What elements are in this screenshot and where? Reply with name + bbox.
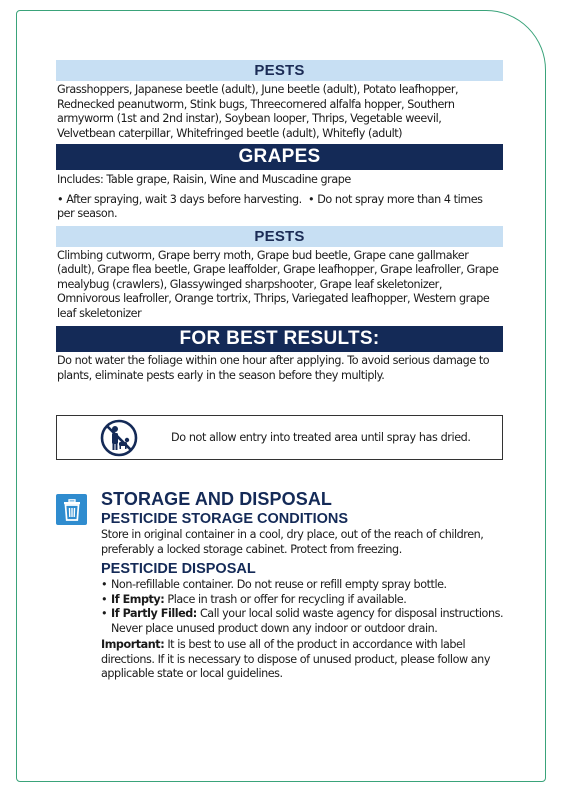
best-results-heading: FOR BEST RESULTS:: [56, 326, 503, 352]
important-note: Important: It is best to use all of the product in accordance with label directions. If it is necessary to dispose of unused product, please follow any applicable state or local guidelines.: [101, 638, 490, 680]
grapes-note-harvest: After spraying, wait 3 days before harvesting.: [66, 192, 302, 206]
storage-conditions-title: PESTICIDE STORAGE CONDITIONS: [101, 511, 349, 527]
pests-list-grapes: Climbing cutworm, Grape berry moth, Grape bud beetle, Grape cane gallmaker (adult), Grape flea beetle, Grape leaffolder, Grape leafhopper, Grape leafroller, Grape mealybug (crawlers), Glassywinged sharpshooter, Grape leaf skeletonizer, Omnivorous leafroller, Orange tortrix, Thrips, Variegated leafhopper, Western grape leaf skeletonizer: [57, 248, 499, 320]
storage-body: [101, 488, 506, 682]
re-entry-notice: [56, 415, 503, 460]
trash-bin-icon: [56, 494, 87, 525]
disposal-list: [101, 578, 506, 636]
disposal-item: • If Partly Filled: Call your local solid waste agency for disposal instructions. Never place unused product down any indoor or outdoor drain.: [101, 607, 506, 636]
disposal-item: • Non-refillable container. Do not reuse or refill empty spray bottle.: [101, 578, 506, 593]
grapes-heading: GRAPES: [56, 144, 503, 170]
disposal-title: PESTICIDE DISPOSAL: [101, 561, 256, 577]
re-entry-text: Do not allow entry into treated area until spray has dried.: [171, 431, 471, 444]
includes-text: Table grape, Raisin, Wine and Muscadine grape: [106, 173, 351, 186]
pests-heading: PESTS: [56, 60, 503, 81]
pests-heading-grapes: PESTS: [56, 226, 503, 247]
storage-conditions-text: Store in original container in a cool, dry place, out of the reach of children, preferably a locked storage cabinet. Protect from freezing.: [101, 528, 484, 556]
best-results-text: Do not water the foliage within one hour after applying. To avoid serious damage to plants, eliminate pests early in the season before they multiply.: [57, 354, 490, 382]
no-entry-person-pet-icon: [99, 418, 139, 458]
grapes-note-limit: Do not spray more than 4 times per season.: [57, 192, 483, 220]
includes-label: Includes:: [57, 173, 104, 186]
disposal-item: • If Empty: Place in trash or offer for recycling if available.: [101, 593, 506, 608]
crop-sections: [56, 60, 503, 386]
storage-title: STORAGE AND DISPOSAL: [101, 489, 333, 509]
pests-list: Grasshoppers, Japanese beetle (adult), June beetle (adult), Potato leafhopper, Rednecked peanutworm, Stink bugs, Threecornered alfalfa hopper, Southern armyworm (1st and 2nd instar), Soybean looper, Thrips, Vegetable weevil, Velvetbean caterpillar, Whitefringed beetle (adult), Whitefly (adult): [57, 83, 459, 140]
grapes-notes: • After spraying, wait 3 days before harvesting. • Do not spray more than 4 times per season.: [57, 192, 483, 220]
grapes-includes: [56, 170, 503, 190]
